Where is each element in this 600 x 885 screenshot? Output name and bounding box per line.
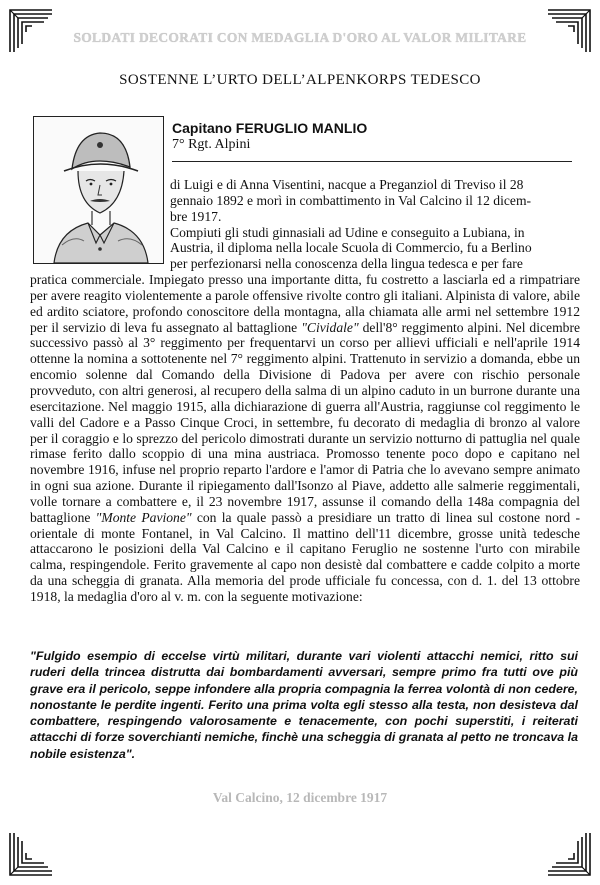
section-subtitle: SOSTENNE L’URTO DELL’ALPENKORPS TEDESCO — [119, 72, 481, 88]
biography-segment: dell'8° reggimento alpini. Nel dicembre successivo passò al 3° reggimento per frequentarvi un corso per allievi ufficiali e nell'aprile 1914 ottenne la nomina a sottotenente nel 7° reggimento alpini. Trattenuto in servizio a domanda, ebbe un encomio solenne dal Comando della Divisione di Padova per avere con rischio personale provveduto, con altri generosi, al recupero della salma di un alpino caduto in un burrone durante una esercitazione. Nel maggio 1915, alla dichiarazione di guerra all'Austria, raggiunse col reggimento le valli del Cadore e a Passo Cinque Croci, in settembre, fu decorato di medaglia di bronzo al valore per il coraggio e lo sprezzo del pericolo dimostrati durante un servizio notturno di pattuglia nel quale rimase ferito dallo scoppio di una mina austriaca. Promosso tenente poco dopo e capitano nel novembre 1916, infuse nel proprio reparto l'ardore e l'amor di Patria che lo avevano sempre animato in ogni sua azione. Durante il ripiegamento dall'Isonzo al Piave, addetto alle salmerie reggimentali, volle tornare a combattere e, il 23 novembre 1917, assunse il comando della 148a compagnia del battaglione — [30, 319, 581, 525]
person-heading — [172, 120, 572, 153]
biography-line: Austria, il diploma nella locale Scuola di Commercio, fu a Berlino — [170, 240, 532, 256]
person-name — [172, 120, 572, 136]
page-header-title: SOLDATI DECORATI CON MEDAGLIA D'ORO AL VALOR MILITARE — [73, 30, 527, 45]
corner-ornament-icon — [8, 8, 54, 54]
biography-line: bre 1917. — [170, 208, 222, 224]
biography-text — [30, 177, 580, 605]
battalion-name: "Monte Pavione" — [95, 509, 192, 525]
biography-line: per perfezionarsi nella conoscenza della lingua tedesca e per fare — [170, 256, 523, 272]
corner-ornament-icon — [546, 831, 592, 877]
biography-line: di Luigi e di Anna Visentini, nacque a Preganziol di Treviso il 28 — [170, 177, 524, 192]
person-given-name: MANLIO — [312, 120, 368, 136]
biography-segment: con la quale passò a presidiare un tratto di linea sul costone nord - orientale di monte Fontanel, in Val Calcino. Il mattino dell'11 dicembre, grosse unità tedesche attaccarono le posizioni della Val Calcino e il capitano Feruglio ne sostenne l'urto con mirabile calma, respingendole. Ferito gravemente al capo non desistè dal combattere e cadde colpito a morte da una scheggia di granata. Alla memoria del prode ufficiale fu concessa, con d. 1. del 13 ottobre 1918, la medaglia d'oro al v. m. con la seguente motivazione: — [30, 509, 580, 604]
biography-segment: pratica commerciale. Impiegato presso una importante ditta, fu costretto a lasciarla ed a rimpatriare per avere reagito violentemente a parole offensive rivolte contro gli italiani. Alpinista di valore, abile ed ardito sciatore, profondo conoscitore della montagna, alla chiamata alle armi nel settembre 1912 per il servizio di leva fu assegnato al battaglione — [30, 272, 580, 335]
corner-ornament-icon — [8, 831, 54, 877]
biography-line: gennaio 1892 e morì in combattimento in Val Calcino il 12 dicem- — [170, 192, 532, 208]
person-rank-surname: Capitano FERUGLIO — [172, 120, 309, 136]
biography-line: Compiuti gli studi ginnasiali ad Udine e conseguito a Lubiana, in — [170, 224, 525, 240]
medal-citation: "Fulgido esempio di eccelse virtù militari, durante vari violenti attacchi nemici, ritto sui ruderi della trincea distrutta dai bombardamenti avversari, sempre primo fra tutti ove più grave era il pericolo, seppe infondere alla propria compagnia la ferrea volontà di non cedere, nonostante le perdite ingenti. Ferito una prima volta egli stesso alla testa, non desisteva dal combattere, respingendo valorosamente e tenacemente, con pochi superstiti, i reiterati attacchi di forze soverchianti nemiche, finchè una scheggia di granata al petto ne troncava la nobile esistenza". — [30, 649, 578, 761]
person-regiment: 7° Rgt. Alpini — [172, 137, 251, 152]
biography-paragraph — [30, 272, 580, 605]
heading-divider — [172, 161, 572, 162]
citation-place-date: Val Calcino, 12 dicembre 1917 — [212, 790, 388, 805]
corner-ornament-icon — [546, 8, 592, 54]
battalion-name: "Cividale" — [301, 319, 359, 335]
